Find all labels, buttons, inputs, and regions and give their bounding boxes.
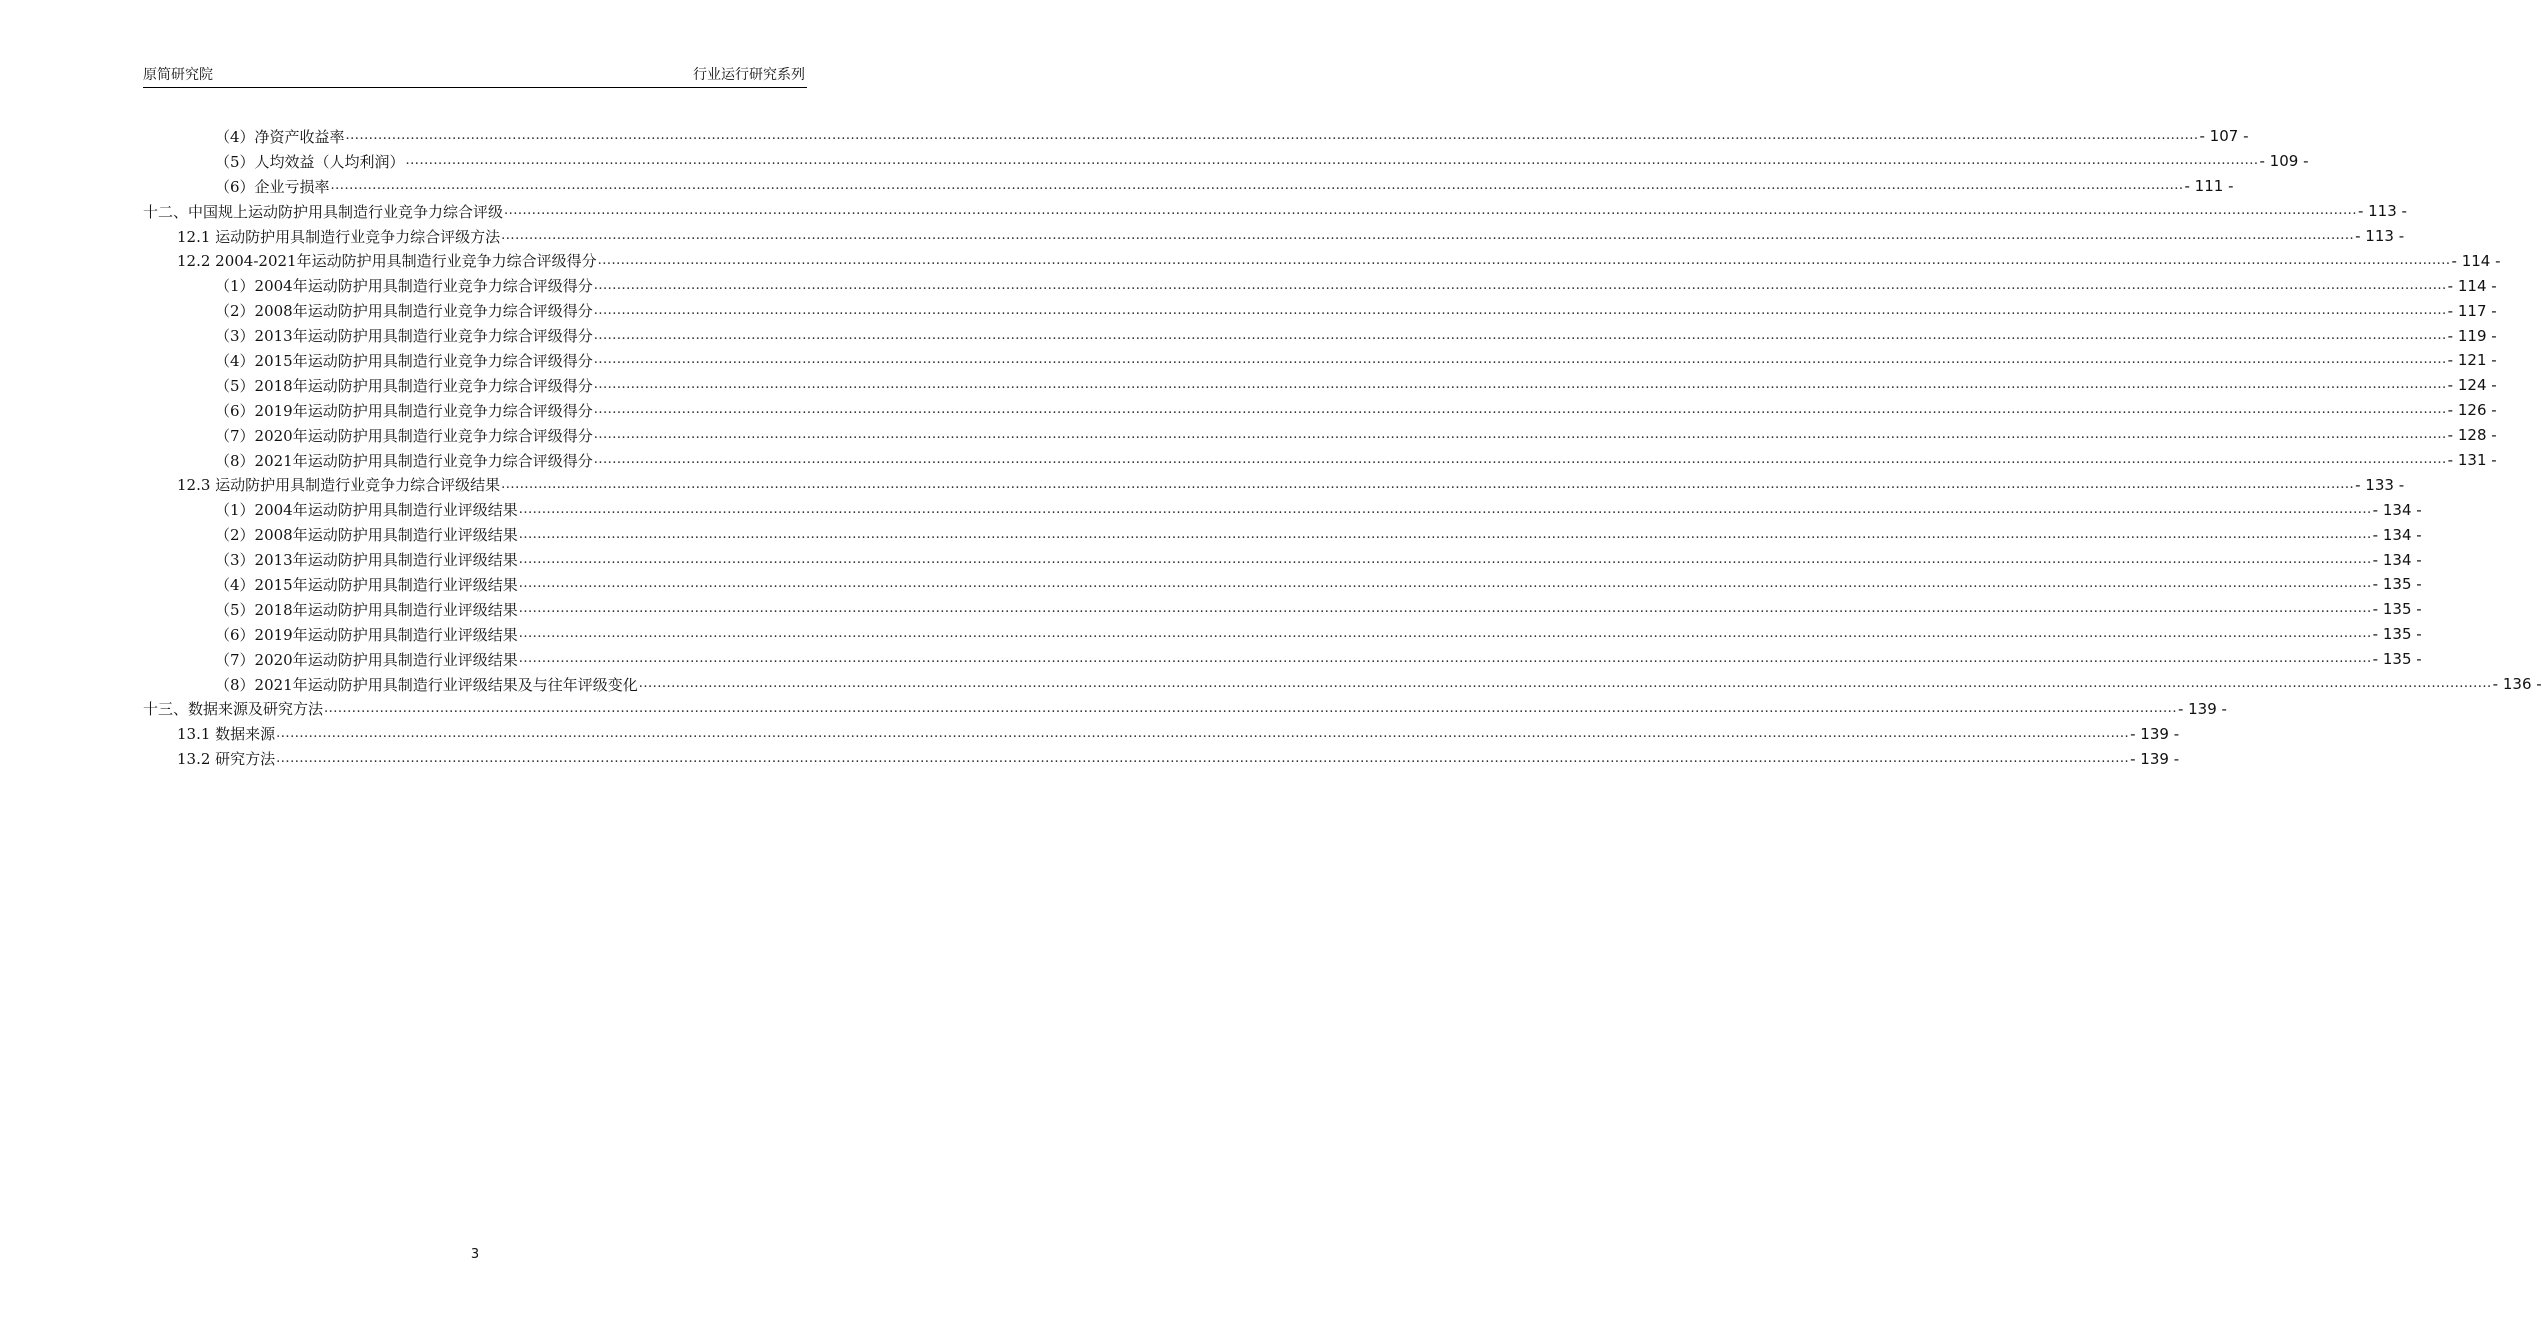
toc-entry-title: （8）2021年运动防护用具制造行业竞争力综合评级得分	[215, 451, 593, 470]
toc-entry[interactable]	[143, 522, 2422, 547]
page-number: 3	[470, 1247, 480, 1262]
toc-entry[interactable]	[143, 348, 2497, 373]
toc-dot-leader: ................................................................................................................................................................................................................................................................................................................................................................................................................	[276, 725, 2130, 741]
toc-dot-leader: ................................................................................................................................................................................................................................................................................................................................................................................................................	[518, 576, 2372, 592]
toc-entry-title: （6）企业亏损率	[215, 177, 330, 196]
toc-dot-leader: ................................................................................................................................................................................................................................................................................................................................................................................................................	[518, 551, 2372, 567]
toc-entry[interactable]	[143, 124, 2249, 149]
toc-entry[interactable]	[143, 323, 2497, 348]
toc-entry-title: （2）2008年运动防护用具制造行业评级结果	[215, 526, 518, 545]
toc-entry-title: （5）2018年运动防护用具制造行业竞争力综合评级得分	[215, 376, 593, 395]
toc-entry[interactable]	[143, 224, 2405, 249]
toc-entry-title: 12.3 运动防护用具制造行业竞争力综合评级结果	[177, 476, 501, 495]
toc-entry-title: （1）2004年运动防护用具制造行业竞争力综合评级得分	[215, 277, 593, 296]
toc-dot-leader: ................................................................................................................................................................................................................................................................................................................................................................................................................	[518, 651, 2372, 667]
toc-dot-leader: ................................................................................................................................................................................................................................................................................................................................................................................................................	[593, 377, 2447, 393]
toc-entry[interactable]	[143, 497, 2422, 522]
toc-dot-leader: ................................................................................................................................................................................................................................................................................................................................................................................................................	[518, 501, 2372, 517]
toc-entry-title: 13.2 研究方法	[177, 750, 276, 769]
toc-entry-page: - 139 -	[2130, 724, 2180, 743]
toc-entry[interactable]	[143, 149, 2309, 174]
header-publisher: 原简研究院	[143, 67, 213, 83]
toc-entry-title: （5）2018年运动防护用具制造行业评级结果	[215, 600, 518, 619]
toc-entry[interactable]	[143, 273, 2497, 298]
toc-entry[interactable]	[143, 672, 2542, 697]
toc-dot-leader: ................................................................................................................................................................................................................................................................................................................................................................................................................	[593, 302, 2447, 318]
toc-dot-leader: ................................................................................................................................................................................................................................................................................................................................................................................................................	[593, 452, 2447, 468]
toc-entry[interactable]	[143, 746, 2180, 771]
toc-entry-title: （6）2019年运动防护用具制造行业评级结果	[215, 625, 518, 644]
toc-entry-page: - 128 -	[2447, 426, 2497, 445]
toc-dot-leader: ................................................................................................................................................................................................................................................................................................................................................................................................................	[638, 676, 2492, 692]
toc-entry-title: （7）2020年运动防护用具制造行业评级结果	[215, 650, 518, 669]
toc-entry[interactable]	[143, 248, 2501, 273]
toc-entry-page: - 121 -	[2447, 351, 2497, 370]
toc-entry-title: 十三、数据来源及研究方法	[143, 700, 324, 719]
toc-entry[interactable]	[143, 472, 2405, 497]
toc-entry-page: - 114 -	[2447, 276, 2497, 295]
toc-entry-title: （6）2019年运动防护用具制造行业竞争力综合评级得分	[215, 401, 593, 420]
header-divider	[143, 87, 807, 88]
toc-entry-page: - 139 -	[2177, 699, 2227, 718]
toc-entry[interactable]	[143, 298, 2497, 323]
toc-entry-title: （4）净资产收益率	[215, 127, 345, 146]
toc-entry-page: - 119 -	[2447, 326, 2497, 345]
toc-entry-page: - 131 -	[2447, 451, 2497, 470]
toc-entry-page: - 113 -	[2355, 227, 2405, 245]
toc-dot-leader: ................................................................................................................................................................................................................................................................................................................................................................................................................	[501, 228, 2355, 243]
toc-entry-page: - 135 -	[2372, 650, 2422, 669]
toc-entry[interactable]	[143, 547, 2422, 572]
table-of-contents	[143, 124, 2542, 771]
toc-dot-leader: ................................................................................................................................................................................................................................................................................................................................................................................................................	[330, 178, 2184, 194]
toc-entry-title: 12.2 2004-2021年运动防护用具制造行业竞争力综合评级得分	[177, 252, 597, 271]
toc-dot-leader: ................................................................................................................................................................................................................................................................................................................................................................................................................	[593, 327, 2447, 343]
toc-entry[interactable]	[143, 199, 2407, 224]
toc-entry-title: （7）2020年运动防护用具制造行业竞争力综合评级得分	[215, 426, 593, 445]
toc-entry-page: - 133 -	[2355, 475, 2405, 494]
toc-entry-page: - 107 -	[2199, 127, 2249, 146]
toc-entry-page: - 117 -	[2447, 301, 2497, 320]
toc-entry[interactable]	[143, 696, 2227, 721]
toc-entry-page: - 113 -	[2357, 202, 2407, 221]
toc-dot-leader: ................................................................................................................................................................................................................................................................................................................................................................................................................	[593, 277, 2447, 293]
toc-entry-title: 13.1 数据来源	[177, 725, 276, 744]
toc-entry-page: - 135 -	[2372, 600, 2422, 619]
toc-entry[interactable]	[143, 622, 2422, 647]
toc-entry-title: 十二、中国规上运动防护用具制造行业竞争力综合评级	[143, 202, 504, 221]
toc-entry-page: - 139 -	[2130, 749, 2180, 768]
toc-entry-page: - 134 -	[2372, 500, 2422, 519]
toc-entry-page: - 111 -	[2184, 177, 2234, 196]
toc-entry[interactable]	[143, 572, 2422, 597]
toc-dot-leader: ................................................................................................................................................................................................................................................................................................................................................................................................................	[501, 476, 2355, 492]
toc-entry[interactable]	[143, 398, 2497, 423]
toc-entry-page: - 135 -	[2372, 575, 2422, 594]
toc-dot-leader: ................................................................................................................................................................................................................................................................................................................................................................................................................	[518, 601, 2372, 617]
toc-entry-title: （3）2013年运动防护用具制造行业评级结果	[215, 551, 518, 570]
toc-entry-page: - 114 -	[2451, 251, 2501, 270]
toc-entry-title: （2）2008年运动防护用具制造行业竞争力综合评级得分	[215, 302, 593, 321]
toc-dot-leader: ................................................................................................................................................................................................................................................................................................................................................................................................................	[276, 750, 2130, 766]
toc-dot-leader: ................................................................................................................................................................................................................................................................................................................................................................................................................	[518, 626, 2372, 642]
toc-dot-leader: ................................................................................................................................................................................................................................................................................................................................................................................................................	[504, 203, 2357, 219]
toc-dot-leader: ................................................................................................................................................................................................................................................................................................................................................................................................................	[518, 526, 2372, 542]
toc-entry-page: - 135 -	[2372, 625, 2422, 644]
toc-dot-leader: ................................................................................................................................................................................................................................................................................................................................................................................................................	[345, 128, 2199, 144]
toc-entry[interactable]	[143, 597, 2422, 622]
toc-entry-title: （5）人均效益（人均利润）	[215, 152, 405, 171]
toc-entry-page: - 134 -	[2372, 525, 2422, 544]
toc-dot-leader: ................................................................................................................................................................................................................................................................................................................................................................................................................	[593, 352, 2447, 368]
toc-entry-title: （4）2015年运动防护用具制造行业竞争力综合评级得分	[215, 351, 593, 370]
toc-entry-page: - 126 -	[2447, 401, 2497, 420]
toc-entry-page: - 136 -	[2492, 675, 2542, 694]
toc-entry-title: （1）2004年运动防护用具制造行业评级结果	[215, 501, 518, 520]
toc-entry-title: （4）2015年运动防护用具制造行业评级结果	[215, 575, 518, 594]
toc-entry[interactable]	[143, 647, 2422, 672]
toc-dot-leader: ................................................................................................................................................................................................................................................................................................................................................................................................................	[597, 252, 2451, 268]
toc-entry[interactable]	[143, 423, 2497, 448]
toc-entry-title: （3）2013年运动防护用具制造行业竞争力综合评级得分	[215, 327, 593, 346]
toc-entry-title: （8）2021年运动防护用具制造行业评级结果及与往年评级变化	[215, 675, 638, 694]
toc-dot-leader: ................................................................................................................................................................................................................................................................................................................................................................................................................	[324, 700, 2177, 716]
toc-entry-page: - 109 -	[2259, 152, 2309, 171]
toc-entry[interactable]	[143, 448, 2497, 473]
toc-entry[interactable]	[143, 721, 2180, 746]
toc-dot-leader: ................................................................................................................................................................................................................................................................................................................................................................................................................	[593, 427, 2447, 443]
toc-entry-page: - 124 -	[2447, 376, 2497, 395]
header-series-title: 行业运行研究系列	[693, 67, 805, 83]
toc-entry[interactable]	[143, 174, 2234, 199]
toc-dot-leader: ................................................................................................................................................................................................................................................................................................................................................................................................................	[405, 153, 2259, 169]
toc-entry-page: - 134 -	[2372, 550, 2422, 569]
toc-dot-leader: ................................................................................................................................................................................................................................................................................................................................................................................................................	[593, 402, 2447, 418]
toc-entry[interactable]	[143, 373, 2497, 398]
toc-entry-title: 12.1 运动防护用具制造行业竞争力综合评级方法	[177, 227, 501, 246]
